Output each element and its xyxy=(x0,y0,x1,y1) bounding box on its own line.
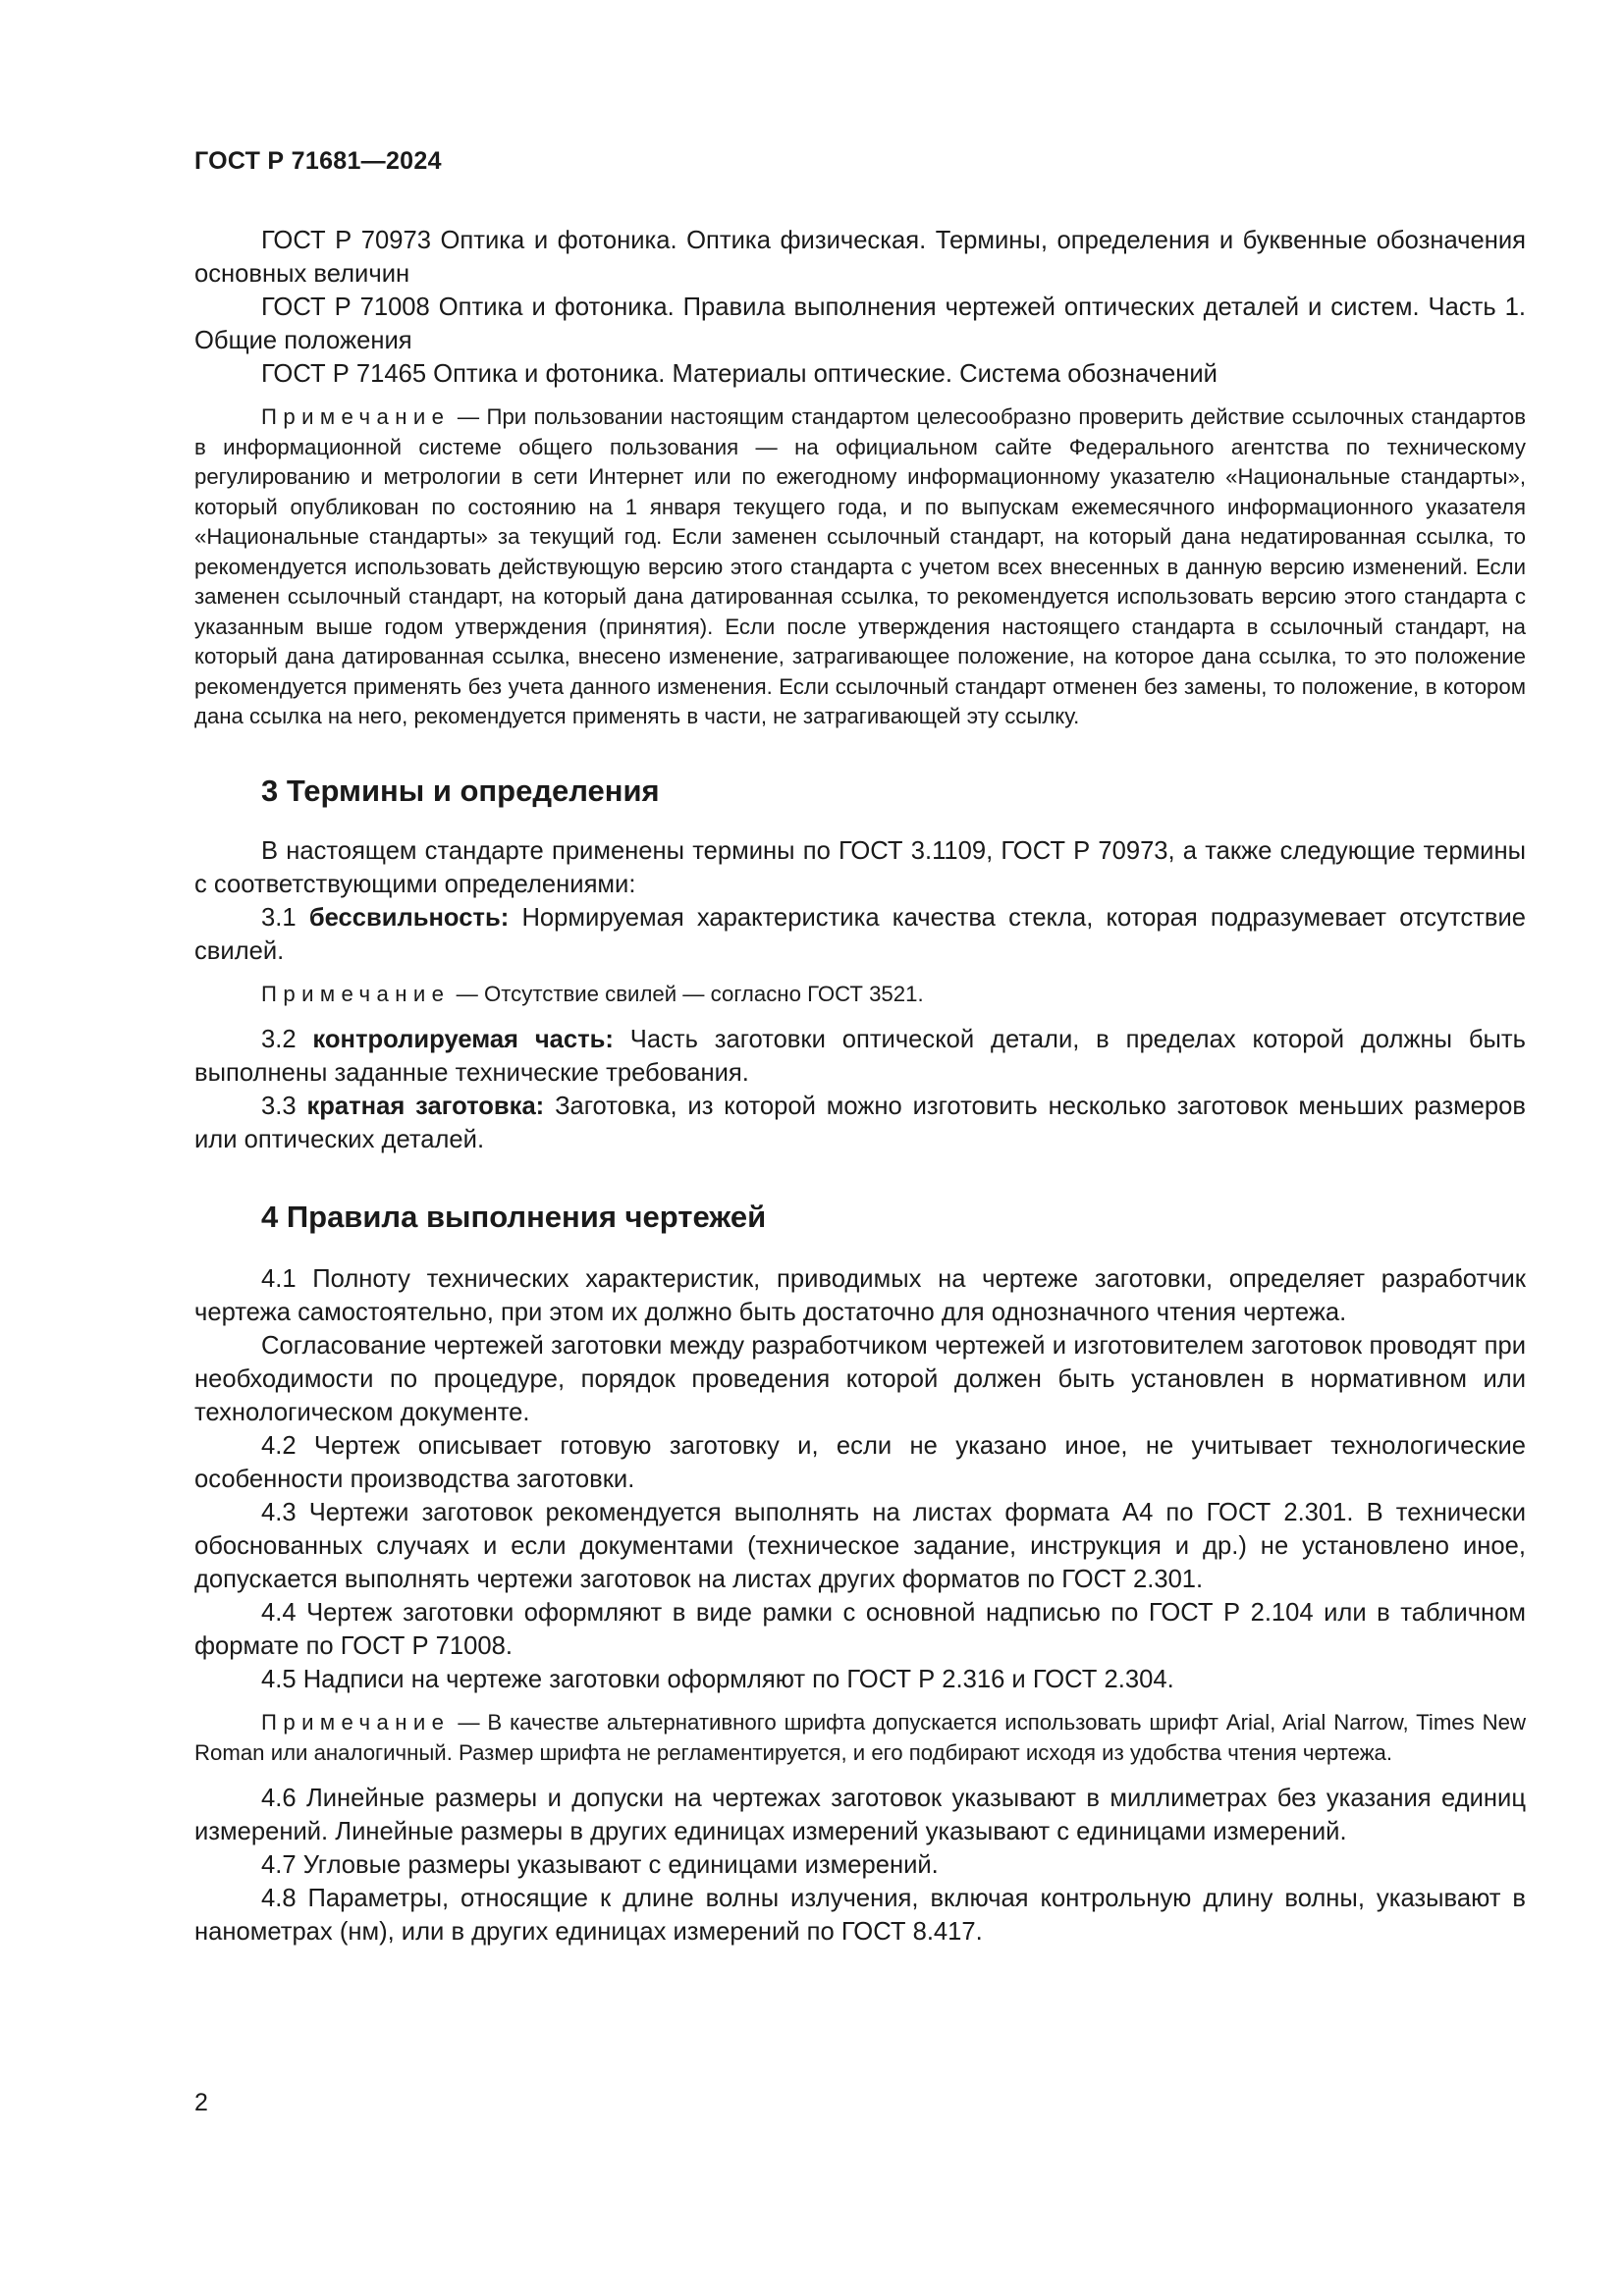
term-name: контролируемая часть: xyxy=(312,1026,614,1053)
document-header: ГОСТ Р 71681—2024 xyxy=(194,147,442,175)
term-number: 3.1 xyxy=(261,903,297,932)
term-definition: Заготовка, из которой можно изготовить несколько заготовок меньших размеров или оптических деталей. xyxy=(194,1093,1526,1153)
note-label: Примечание xyxy=(261,404,451,429)
term-name: кратная заготовка: xyxy=(306,1093,545,1120)
clause-4-5-note xyxy=(194,1708,1526,1768)
clause-4-3: 4.3 Чертежи заготовок рекомендуется выполнять на листах формата А4 по ГОСТ 2.301. В технически обоснованных случаях и если документами (техническое задание, инструкция и др.) не установлено иное, допускается выполнять чертежи заготовок на листах других форматов по ГОСТ 2.301. xyxy=(194,1499,1526,1593)
term-name: бессвильность: xyxy=(308,903,510,932)
note-text: — При пользовании настоящим стандартом целесообразно проверить действие ссылочных стандартов в информационной системе общего пользования — на официальном сайте Федерального агентства по техническому регулированию и метрологии в сети Интернет или по ежегодному информационному указателю «Национальные стандарты», который опубликован по состоянию на 1 января текущего года, и по выпускам ежемесячного информационного указателя «Национальные стандарты» за текущий год. Если заменен ссылочный стандарт, на который дана недатированная ссылка, то рекомендуется использовать действующую версию этого стандарта с учетом всех внесенных в данную версию изменений. Если заменен ссылочный стандарт, на который дана датированная ссылка, то рекомендуется использовать версию этого стандарта с указанным выше годом утверждения (принятия). Если после утверждения настоящего стандарта в ссылочный стандарт, на который дана датированная ссылка, внесено изменение, затрагивающее положение, на которое дана ссылка, то это положение рекомендуется применять без учета данного изменения. Если ссылочный стандарт отменен без замены, то положение, в котором дана ссылка на него, рекомендуется применять в части, не затрагивающей эту ссылку. xyxy=(194,404,1526,728)
term-definition: Часть заготовки оптической детали, в пределах которой должны быть выполнены заданные технические требования. xyxy=(194,1026,1526,1087)
term-definition: Нормируемая характеристика качества стекла, которая подразумевает отсутствие свилей. xyxy=(194,903,1526,965)
clause-4-4: 4.4 Чертеж заготовки оформляют в виде рамки с основной надписью по ГОСТ Р 2.104 или в табличном формате по ГОСТ Р 71008. xyxy=(194,1599,1526,1660)
term-3-3 xyxy=(194,1090,1526,1156)
term-number: 3.3 xyxy=(261,1093,297,1120)
clause-4-8: 4.8 Параметры, относящие к длине волны излучения, включая контрольную длину волны, указывают в нанометрах (нм), или в других единицах измерений по ГОСТ 8.417. xyxy=(194,1885,1526,1946)
note-text: — Отсутствие свилей — согласно ГОСТ 3521. xyxy=(456,981,924,1006)
clause-4-2: 4.2 Чертеж описывает готовую заготовку и, если не указано иное, не учитывает технологические особенности производства заготовки. xyxy=(194,1432,1526,1493)
reference-gost-r-71465: ГОСТ Р 71465 Оптика и фотоника. Материалы оптические. Система обозначений xyxy=(261,360,1218,388)
term-number: 3.2 xyxy=(261,1026,297,1053)
page-content xyxy=(194,224,1526,1949)
reference-gost-r-70973: ГОСТ Р 70973 Оптика и фотоника. Оптика физическая. Термины, определения и буквенные обозначения основных величин xyxy=(194,227,1526,288)
section-3-intro: В настоящем стандарте применены термины по ГОСТ 3.1109, ГОСТ Р 70973, а также следующие термины с соответствующими определениями: xyxy=(194,836,1526,898)
term-3-1 xyxy=(194,901,1526,968)
clause-4-6: 4.6 Линейные размеры и допуски на чертежах заготовок указывают в миллиметрах без указания единиц измерений. Линейные размеры в других единицах измерений указывают с единицами измерений. xyxy=(194,1785,1526,1845)
reference-note xyxy=(194,402,1526,732)
note-text: — В качестве альтернативного шрифта допускается использовать шрифт Arial, Arial Narrow, Times New Roman или аналогичный. Размер шрифта не регламентируется, и его подбирают исходя из удобства чтения чертежа. xyxy=(194,1710,1526,1765)
page-number: 2 xyxy=(194,2089,208,2116)
section-3-title: 3 Термины и определения xyxy=(261,773,660,808)
term-3-1-note xyxy=(194,980,1526,1010)
term-3-2 xyxy=(194,1023,1526,1090)
clause-4-7: 4.7 Угловые размеры указывают с единицами измерений. xyxy=(261,1851,939,1879)
note-label: Примечание xyxy=(261,981,451,1006)
clause-4-1: 4.1 Полноту технических характеристик, приводимых на чертеже заготовки, определяет разработчик чертежа самостоятельно, при этом их должно быть достаточно для однозначного чтения чертежа. xyxy=(194,1265,1526,1326)
section-4-title: 4 Правила выполнения чертежей xyxy=(261,1200,767,1234)
clause-4-1-agreement: Согласование чертежей заготовки между разработчиком чертежей и изготовителем заготовок проводят при необходимости по процедуре, порядок проведения которой должен быть установлен в нормативном или технологическом документе. xyxy=(194,1332,1526,1426)
reference-gost-r-71008: ГОСТ Р 71008 Оптика и фотоника. Правила выполнения чертежей оптических деталей и систем. Часть 1. Общие положения xyxy=(194,294,1526,354)
note-label: Примечание xyxy=(261,1710,451,1735)
clause-4-5: 4.5 Надписи на чертеже заготовки оформляют по ГОСТ Р 2.316 и ГОСТ 2.304. xyxy=(261,1666,1174,1693)
